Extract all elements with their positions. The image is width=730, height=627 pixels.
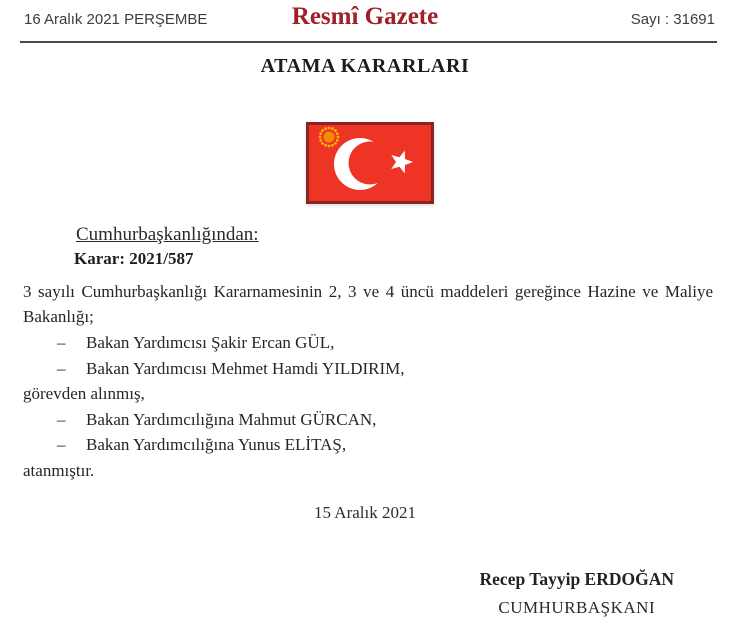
- decree-line-list: [23, 330, 715, 483]
- dash-marker: –: [57, 409, 66, 429]
- turkish-flag-image: [306, 122, 434, 204]
- decree-line-text: Bakan Yardımcısı Şakir Ercan GÜL,: [86, 333, 335, 352]
- turkish-flag-icon: [306, 122, 434, 204]
- decree-line-text: Bakan Yardımcısı Mehmet Hamdi YILDIRIM,: [86, 358, 405, 378]
- signatory-title: CUMHURBAŞKANI: [498, 598, 656, 617]
- dash-marker: –: [57, 358, 66, 378]
- signatory-name: Recep Tayyip ERDOĞAN: [479, 569, 674, 589]
- dash-marker: –: [57, 435, 66, 454]
- decision-date: 15 Aralık 2021: [314, 503, 416, 522]
- decree-line: [23, 458, 715, 484]
- decree-number: Karar: 2021/587: [74, 249, 194, 268]
- decree-intro-paragraph: 3 sayılı Cumhurbaşkanlığı Kararnamesinin 2, 3 ve 4 üncü maddeleri gereğince Hazine ve Maliye Bakanlığı;: [23, 282, 713, 326]
- masthead-date: 16 Aralık 2021 PERŞEMBE: [24, 11, 208, 28]
- decree-line-text: atanmıştır.: [23, 460, 95, 480]
- decree-line-text: Bakan Yardımcılığına Mahmut GÜRCAN,: [86, 409, 377, 429]
- decree-line: [23, 407, 715, 433]
- masthead-issue-number: Sayı : 31691: [630, 11, 715, 28]
- decree-line: [23, 432, 715, 458]
- decree-line-text: Bakan Yardımcılığına Yunus ELİTAŞ,: [86, 435, 347, 454]
- decree-line: [23, 356, 715, 382]
- dash-marker: –: [57, 333, 66, 352]
- decree-line: [23, 330, 715, 356]
- signature-block: [480, 569, 674, 618]
- decree-line: [23, 381, 715, 407]
- decree-issuer: Cumhurbaşkanlığından:: [76, 224, 259, 245]
- decree-line-text: görevden alınmış,: [23, 384, 145, 403]
- masthead-divider: [20, 41, 717, 43]
- section-title: ATAMA KARARLARI: [260, 55, 470, 77]
- masthead-title: Resmî Gazete: [291, 3, 439, 30]
